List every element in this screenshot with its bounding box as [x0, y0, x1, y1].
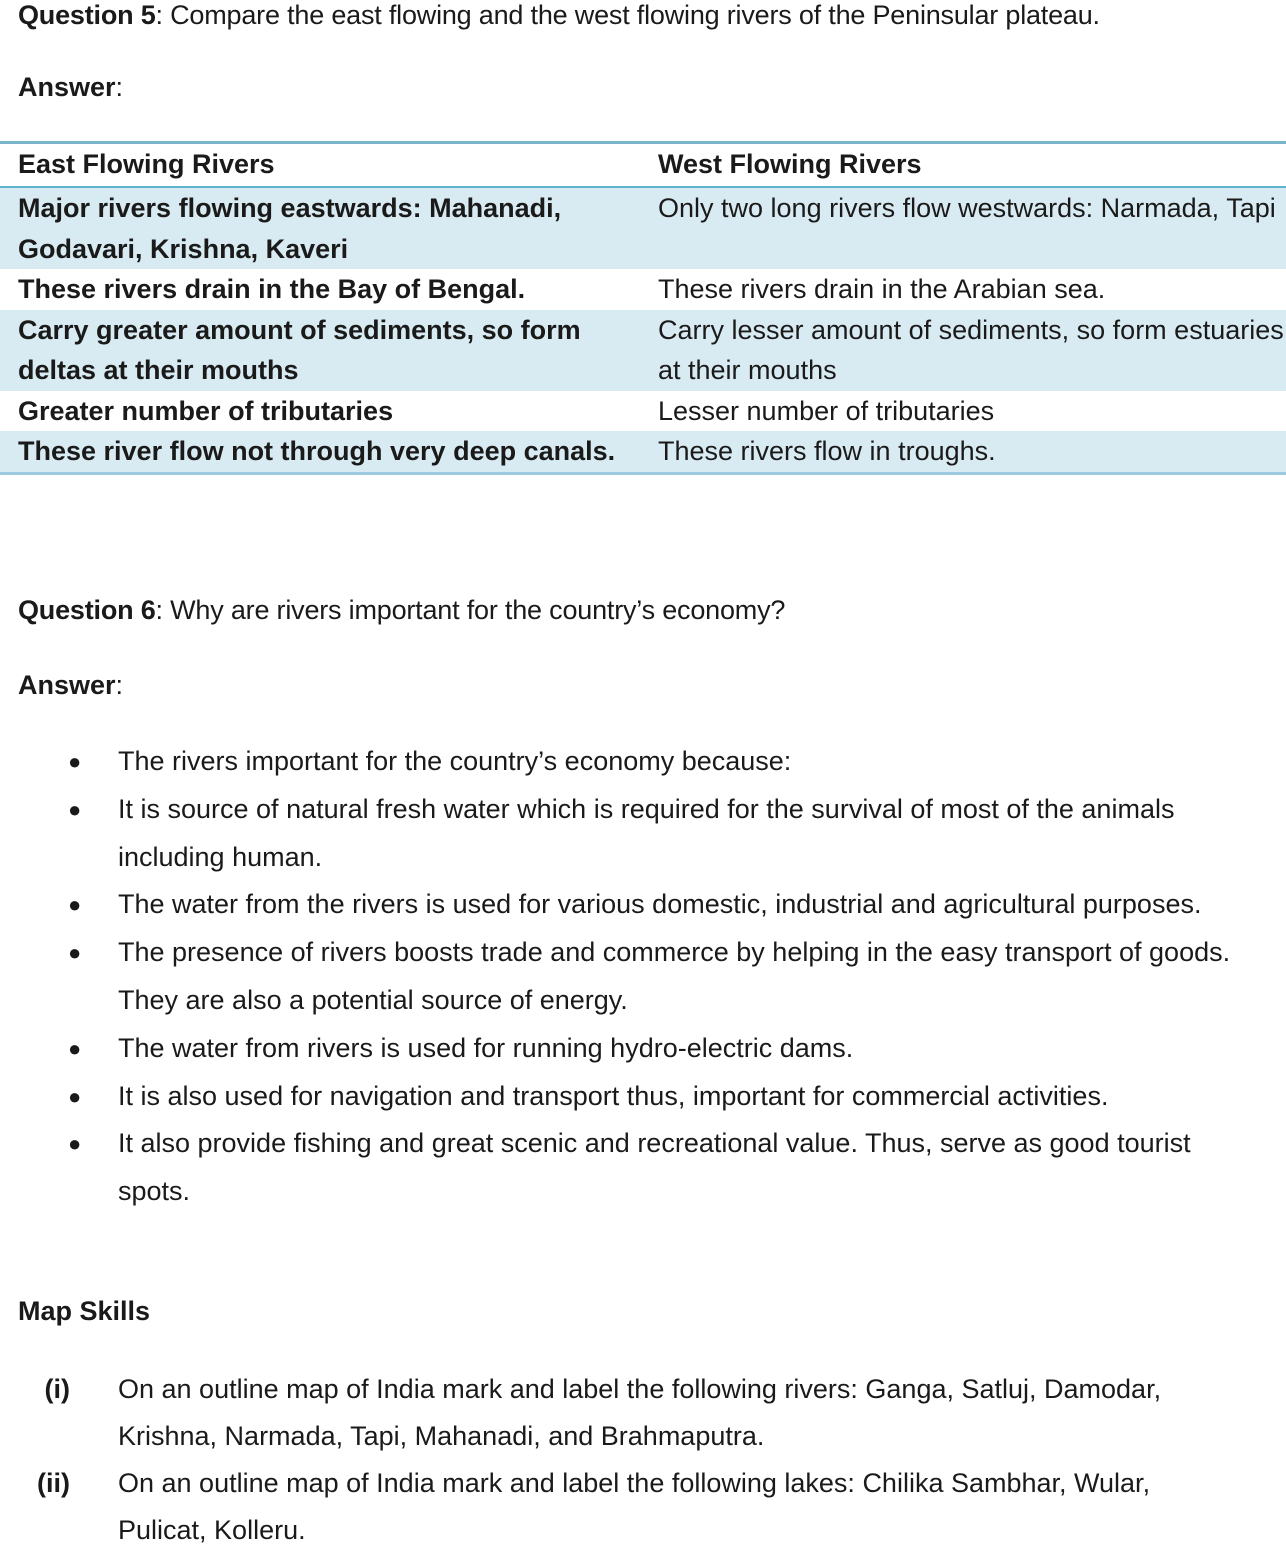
east-cell: Carry greater amount of sediments, so form deltas at their mouths: [0, 310, 640, 391]
list-item: ● It also provide fishing and great scenic and recreational value. Thus, serve as good tourist spots.: [0, 1120, 1268, 1216]
item-number: (ii): [37, 1468, 70, 1498]
table-row: [0, 269, 1286, 310]
header-west: West Flowing Rivers: [640, 143, 1286, 188]
west-cell: Only two long rivers flow westwards: Narmada, Tapi: [640, 187, 1286, 269]
question-5-text: : Compare the east flowing and the west flowing rivers of the Peninsular plateau.: [155, 0, 1100, 30]
west-cell: These rivers flow in troughs.: [640, 431, 1286, 473]
bullet-icon: ●: [68, 796, 82, 822]
list-item: ● The rivers important for the country’s economy because:: [0, 738, 1268, 786]
list-item: (ii) On an outline map of India mark and label the following lakes: Chilika Sambhar, Wular, Pulicat, Kolleru.: [0, 1460, 1238, 1554]
question-5: [18, 0, 1100, 31]
table-row: [0, 431, 1286, 473]
bullet-icon: ●: [68, 749, 82, 774]
west-cell: Lesser number of tributaries: [640, 391, 1286, 432]
answer-5-label: Answer:: [18, 72, 124, 102]
question-6-text: : Why are rivers important for the country’s economy?: [155, 595, 786, 625]
bullet-icon: ●: [68, 1083, 82, 1109]
east-cell: These river flow not through very deep canals.: [0, 431, 640, 473]
question-6: [18, 595, 785, 626]
bullet-icon: ●: [68, 940, 82, 966]
question-5-label: Question 5: [18, 0, 156, 30]
comparison-table: [0, 141, 1286, 475]
west-cell: These rivers drain in the Arabian sea.: [640, 269, 1286, 310]
question-6-label: Question 6: [18, 595, 156, 625]
item-number: (i): [44, 1374, 70, 1404]
table-row: [0, 310, 1286, 391]
answer-6-list: [0, 738, 1286, 1216]
table-row: [0, 187, 1286, 269]
east-cell: Greater number of tributaries: [0, 391, 640, 432]
answer-6-label: Answer:: [18, 670, 124, 700]
list-item: ● It is also used for navigation and transport thus, important for commercial activities.: [0, 1073, 1268, 1121]
list-item: ● The presence of rivers boosts trade and commerce by helping in the easy transport of goods. They are also a potential source of energy.: [0, 929, 1268, 1025]
map-skills-heading: Map Skills: [18, 1296, 151, 1326]
header-east: East Flowing Rivers: [0, 143, 640, 188]
east-cell: These rivers drain in the Bay of Bengal.: [0, 269, 640, 310]
list-item: (i) On an outline map of India mark and label the following rivers: Ganga, Satluj, Damodar, Krishna, Narmada, Tapi, Mahanadi, and Brahmaputra.: [0, 1366, 1238, 1460]
east-cell: Major rivers flowing eastwards: Mahanadi, Godavari, Krishna, Kaveri: [0, 187, 640, 269]
list-item: ● The water from the rivers is used for various domestic, industrial and agricultural purposes.: [0, 881, 1268, 929]
bullet-icon: ●: [68, 1035, 82, 1061]
table-row: [0, 391, 1286, 432]
map-skills-list: [0, 1366, 1286, 1554]
list-item: ● It is source of natural fresh water which is required for the survival of most of the animals including human.: [0, 786, 1268, 882]
list-item: ● The water from rivers is used for running hydro-electric dams.: [0, 1025, 1268, 1073]
bullet-icon: ●: [68, 1131, 82, 1157]
bullet-icon: ●: [68, 892, 82, 918]
west-cell: Carry lesser amount of sediments, so form estuaries at their mouths: [640, 310, 1286, 391]
